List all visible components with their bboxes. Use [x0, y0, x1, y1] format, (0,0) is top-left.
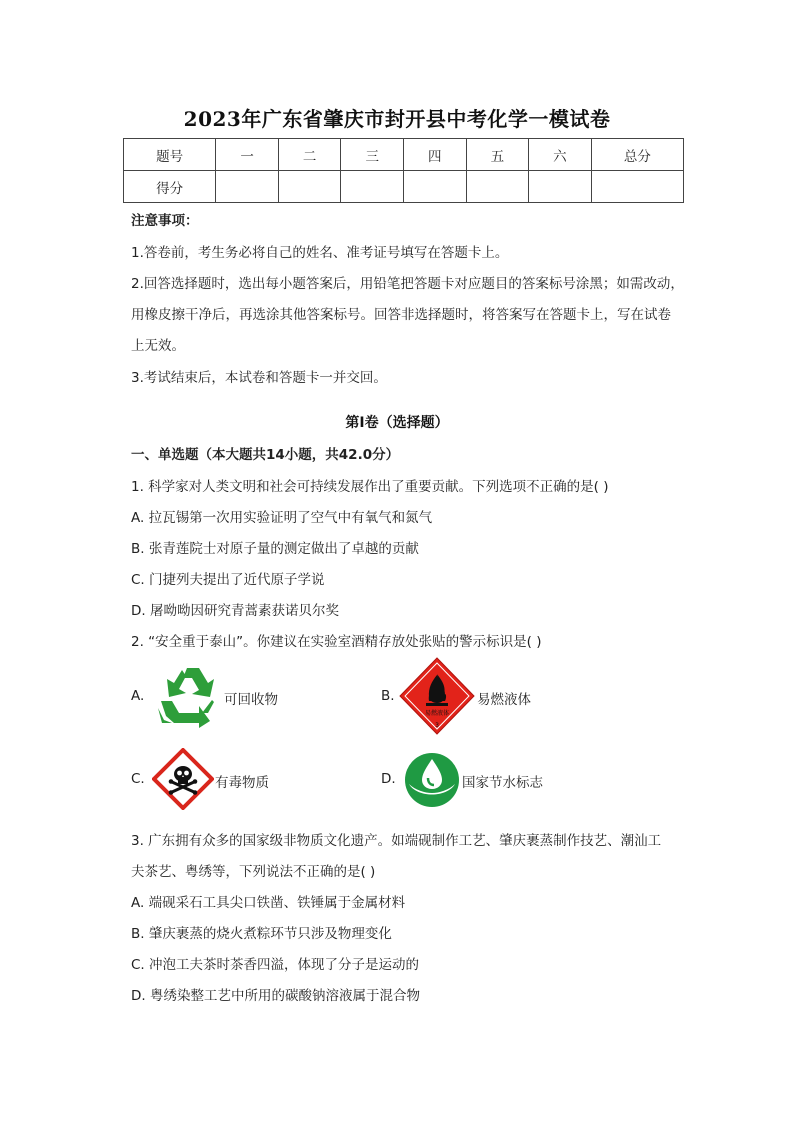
question-3-stem: 夫茶艺、粤绣等，下列说法不正确的是( ) [131, 864, 376, 880]
score-header-cell: 二 [278, 139, 341, 171]
note-item: 上无效。 [131, 338, 185, 354]
question-2-option-b-letter[interactable]: B. [381, 688, 395, 704]
page-title: 2023年广东省肇庆市封开县中考化学一模试卷 [183, 107, 611, 131]
score-cell[interactable] [278, 171, 341, 203]
score-row-label: 得分 [124, 171, 216, 203]
score-header-cell: 四 [403, 139, 466, 171]
part-heading: 一、单选题（本大题共14小题，共42.0分） [131, 447, 400, 463]
question-2-option-c-label: 有毒物质 [215, 775, 269, 791]
question-2-stem: 2. “安全重于泰山”。你建议在实验室酒精存放处张贴的警示标识是( ) [131, 634, 542, 650]
score-cell[interactable] [216, 171, 279, 203]
score-cell[interactable] [529, 171, 592, 203]
score-table-header-row [124, 139, 684, 171]
water-saving-icon [403, 752, 461, 812]
score-cell[interactable] [591, 171, 683, 203]
question-3-option-b[interactable]: B. 肇庆裹蒸的烧火煮粽环节只涉及物理变化 [131, 926, 392, 942]
question-3-option-d[interactable]: D. 粤绣染整工艺中所用的碳酸钠溶液属于混合物 [131, 988, 420, 1004]
question-1-option-c[interactable]: C. 门捷列夫提出了近代原子学说 [131, 572, 325, 588]
question-1-option-b[interactable]: B. 张青莲院士对原子量的测定做出了卓越的贡献 [131, 541, 419, 557]
score-table-score-row [124, 171, 684, 203]
question-3-option-c[interactable]: C. 冲泡工夫茶时茶香四溢，体现了分子是运动的 [131, 957, 420, 973]
question-2-option-d-label: 国家节水标志 [462, 775, 543, 791]
question-2-option-b-label: 易燃液体 [477, 692, 531, 708]
score-header-cell: 三 [341, 139, 404, 171]
question-3-stem: 3. 广东拥有众多的国家级非物质文化遗产。如端砚制作工艺、肇庆裹蒸制作技艺、潮汕工 [131, 833, 662, 849]
flammable-sign-text: 易燃液体 [424, 710, 450, 717]
recycle-icon [152, 664, 222, 732]
question-2-option-a-label: 可回收物 [224, 692, 278, 708]
score-header-cell: 总分 [591, 139, 683, 171]
flammable-liquid-icon [399, 657, 475, 739]
score-header-cell: 一 [216, 139, 279, 171]
score-header-cell: 题号 [124, 139, 216, 171]
question-2-option-c-letter[interactable]: C. [131, 771, 145, 787]
score-cell[interactable] [341, 171, 404, 203]
score-cell[interactable] [466, 171, 529, 203]
question-2-option-a-letter[interactable]: A. [131, 688, 145, 704]
score-header-cell: 六 [529, 139, 592, 171]
score-table [123, 138, 684, 203]
toxic-skull-icon [152, 748, 214, 814]
question-1-option-a[interactable]: A. 拉瓦锡第一次用实验证明了空气中有氧气和氮气 [131, 510, 433, 526]
question-3-option-a[interactable]: A. 端砚采石工具尖口铁凿、铁锤属于金属材料 [131, 895, 406, 911]
note-item: 1.答卷前，考生务必将自己的姓名、准考证号填写在答题卡上。 [131, 245, 509, 261]
note-item: 3.考试结束后，本试卷和答题卡一并交回。 [131, 370, 387, 386]
section-title: 第Ⅰ卷（选择题） [345, 415, 449, 431]
note-item: 用橡皮擦干净后，再选涂其他答案标号。回答非选择题时，将答案写在答题卡上，写在试卷 [131, 307, 671, 323]
notes-heading: 注意事项： [131, 213, 199, 229]
flammable-sign-number: 3 [435, 722, 439, 729]
question-1-option-d[interactable]: D. 屠呦呦因研究青蒿素获诺贝尔奖 [131, 603, 339, 619]
note-item: 2.回答选择题时，选出每小题答案后，用铅笔把答题卡对应题目的答案标号涂黑；如需改动， [131, 276, 684, 292]
question-1-stem: 1. 科学家对人类文明和社会可持续发展作出了重要贡献。下列选项不正确的是( ) [131, 479, 609, 495]
score-cell[interactable] [403, 171, 466, 203]
question-2-option-d-letter[interactable]: D. [381, 771, 396, 787]
score-header-cell: 五 [466, 139, 529, 171]
